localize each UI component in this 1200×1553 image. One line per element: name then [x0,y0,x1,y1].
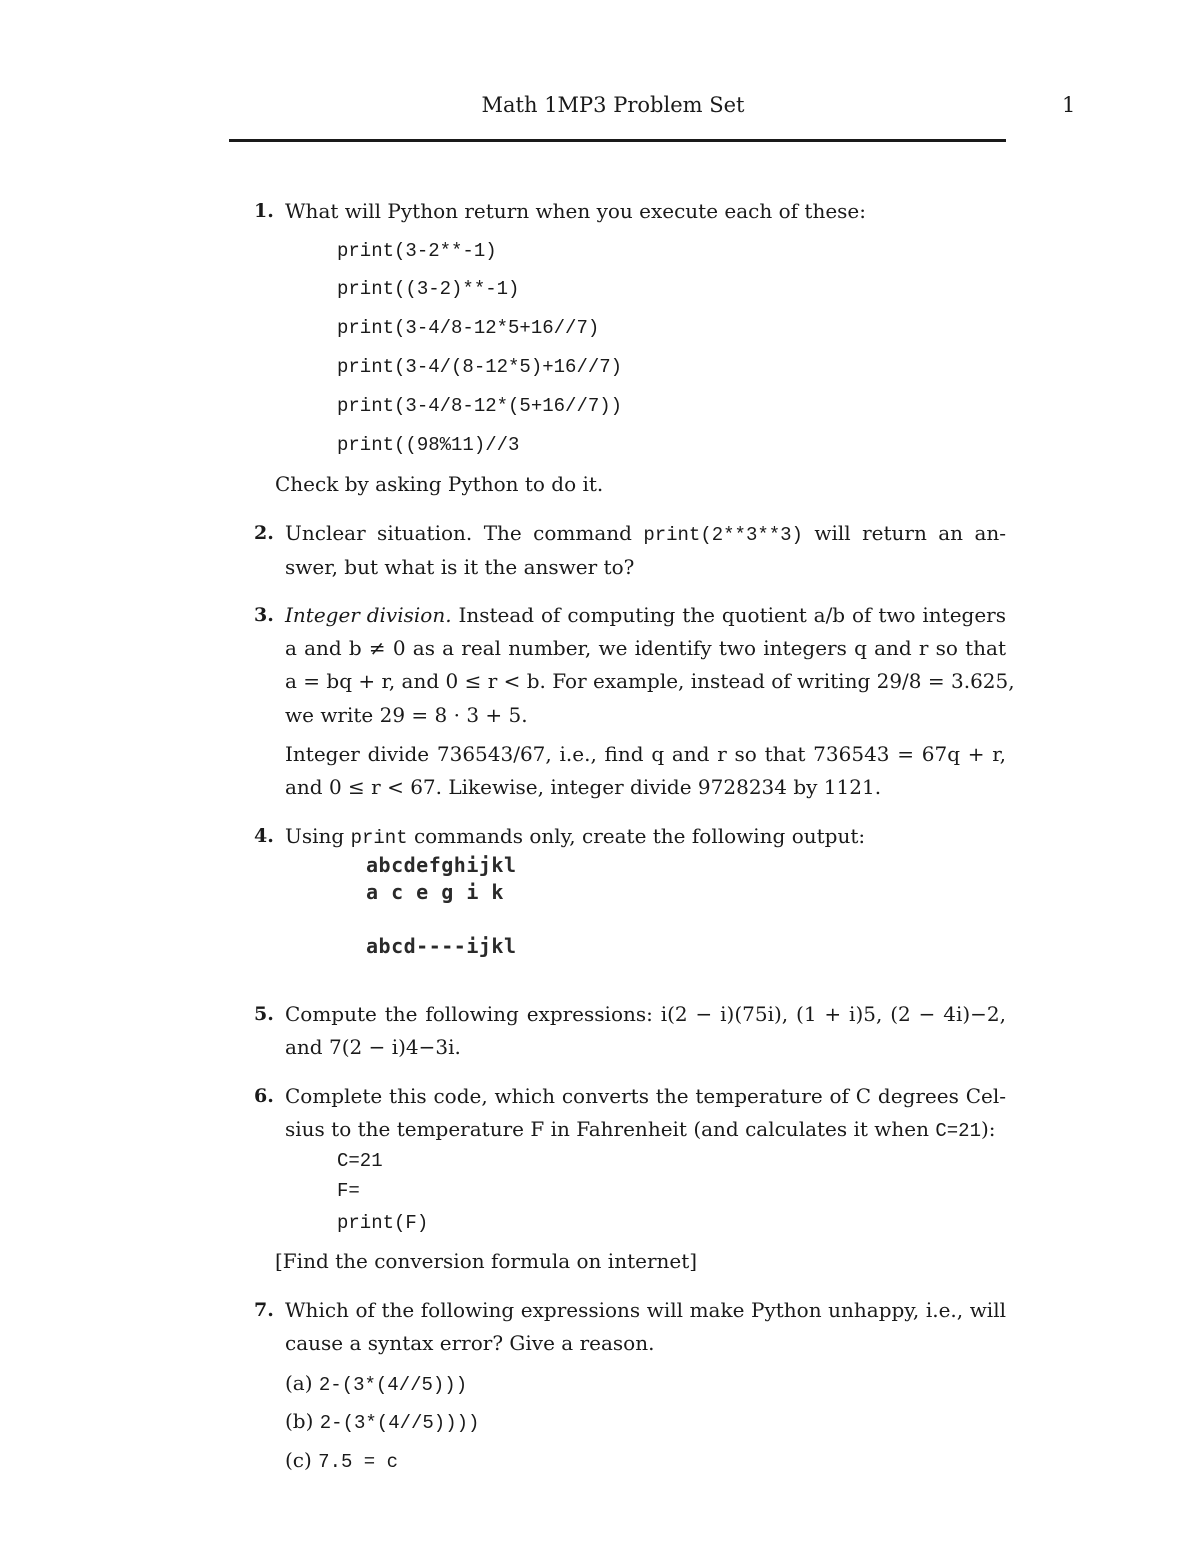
problem-3-line-3: a = bq + r, and 0 ≤ r < b. For example, instead of writing 29/8 = 3.625, [285,669,1015,693]
problem-1-footer: Check by asking Python to do it. [275,472,604,496]
problem-3-title: Integer division. [285,603,452,627]
problem-6-line-2-code: C=21 [935,1120,981,1142]
option-code: 2-(3*(4//5))) [318,1374,468,1396]
problem-2-number: 2. [254,522,274,544]
option-label: (c) [285,1448,312,1472]
problem-5-number: 5. [254,1003,274,1025]
problem-1-code-line: print(3-4/(8-12*5)+16//7) [337,356,623,378]
problem-4-output-line: abcdefghijkl [366,853,517,877]
page-header-title: Math 1MP3 Problem Set [481,93,745,117]
problem-3-line-1 [285,603,1006,627]
problem-6-line-1: Complete this code, which converts the temperature of C degrees Cel- [285,1084,1006,1108]
problem-5-line-1: Compute the following expressions: i(2 − i)(75i), (1 + i)5, (2 − 4i)−2, [285,1002,1006,1026]
problem-7-option-b [285,1409,479,1434]
problem-4-code: print [350,827,408,849]
problem-3-line-1-rest: Instead of computing the quotient a/b of two integers [458,603,1007,627]
problem-6-code-line: F= [337,1180,360,1202]
problem-4-number: 4. [254,825,274,847]
problem-3-line-4: we write 29 = 8 · 3 + 5. [285,703,528,727]
problem-5-line-2: and 7(2 − i)4−3i. [285,1035,461,1059]
problem-1-code-line: print((98%11)//3 [337,434,520,456]
problem-7-line-1: Which of the following expressions will make Python unhappy, i.e., will [285,1298,1006,1322]
problem-2-text-a: Unclear situation. [285,521,473,545]
problem-4-text-a: Using [285,824,345,848]
problem-2-line-1 [285,521,1006,546]
problem-6-code-line: print(F) [337,1212,429,1234]
problem-1-code-line: print((3-2)**-1) [337,278,520,300]
problem-2-text-b: The command [483,521,632,545]
problem-6-code-line: C=21 [337,1150,383,1172]
problem-4-text [285,824,865,849]
problem-6-footer: [Find the conversion formula on internet] [275,1249,698,1273]
option-code: 7.5 = c [318,1451,398,1473]
problem-6-line-2-b: ): [980,1117,996,1141]
problem-2-code: print(2**3**3) [643,524,803,546]
problem-4-output-line: a c e g i k [366,880,504,904]
option-label: (a) [285,1371,313,1395]
problem-6-number: 6. [254,1085,274,1107]
problem-1-text: What will Python return when you execute each of these: [285,199,866,223]
problem-2-text-c: will return an an- [814,521,1007,545]
problem-1-code-line: print(3-4/8-12*5+16//7) [337,317,600,339]
problem-7-number: 7. [254,1299,274,1321]
problem-6-line-2 [285,1117,996,1142]
problem-7-option-a [285,1371,467,1396]
option-code: 2-(3*(4//5)))) [319,1412,480,1434]
problem-1-code-line: print(3-4/8-12*(5+16//7)) [337,395,623,417]
option-label: (b) [285,1409,314,1433]
problem-1-number: 1. [254,200,274,222]
problem-3-line-6: and 0 ≤ r < 67. Likewise, integer divide 9728234 by 1121. [285,775,882,799]
problem-4-text-b: commands only, create the following output: [413,824,866,848]
problem-4-output-line: abcd----ijkl [366,934,517,958]
problem-1-code-line: print(3-2**-1) [337,240,497,262]
problem-7-option-c [285,1448,398,1473]
header-rule [229,139,1006,142]
problem-3-line-2: a and b ≠ 0 as a real number, we identify two integers q and r so that [285,636,1006,660]
problem-7-line-2: cause a syntax error? Give a reason. [285,1331,655,1355]
problem-3-line-5: Integer divide 736543/67, i.e., find q and r so that 736543 = 67q + r, [285,742,1006,766]
problem-6-line-2-a: sius to the temperature F in Fahrenheit (and calculates it when [285,1117,930,1141]
problem-3-number: 3. [254,604,274,626]
page-number: 1 [1062,93,1076,117]
problem-2-line-2: swer, but what is it the answer to? [285,555,635,579]
